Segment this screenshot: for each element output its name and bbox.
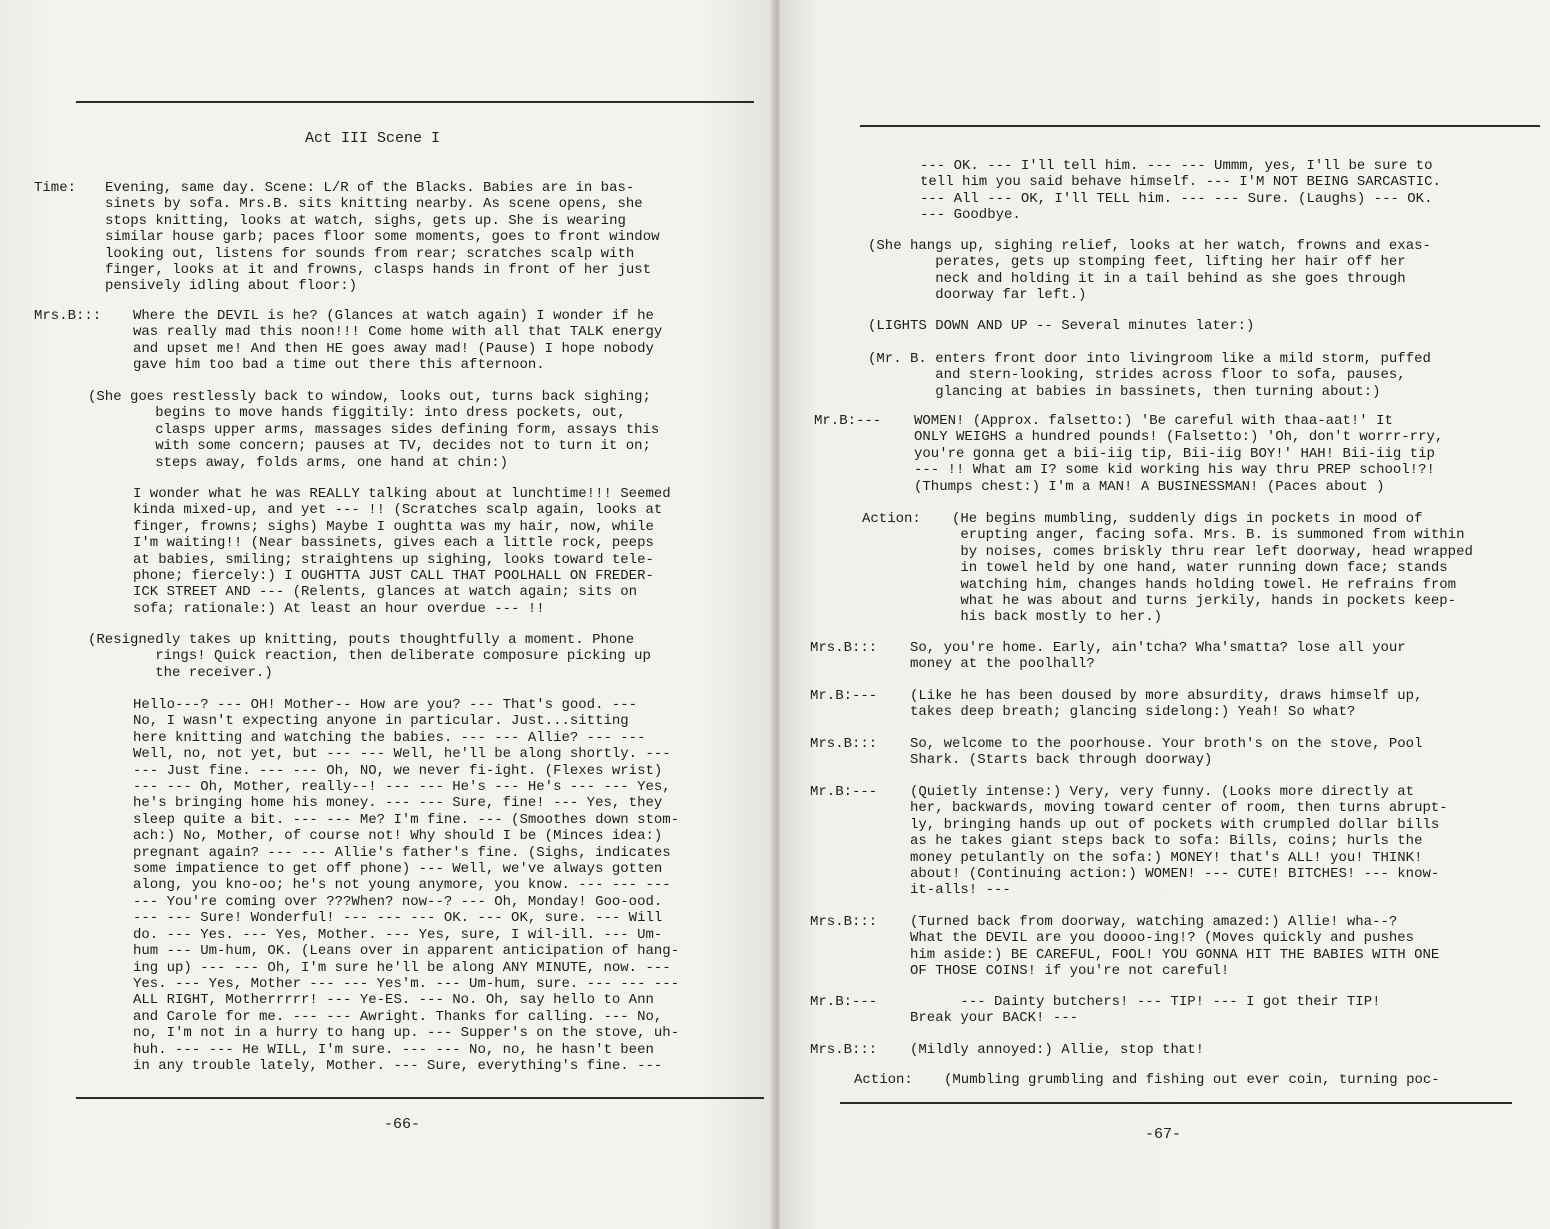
dialogue-text: Where the DEVIL is he? (Glances at watch again) I wonder if he was really mad this noon!!! Come home with all that TALK energy and upset me! And then HE goes away mad! (Pause) I hope nobody gave him too bad a time out there this afternoon.	[133, 308, 663, 374]
speaker-label: Mrs.B:::	[810, 640, 878, 656]
page-number: -67-	[1145, 1126, 1182, 1143]
top-rule	[860, 125, 1540, 127]
stage-direction: (She hangs up, sighing relief, looks at her watch, frowns and exas- perates, gets up stomping feet, lifting her hair off her neck and holding it in a tail behind as she goes through doorway far left.)	[868, 238, 1431, 304]
phone-dialogue: Hello---? --- OH! Mother-- How are you? --- That's good. --- No, I wasn't expecting anyone in particular. Just...sitting here knitting and watching the babies. --- --- Allie? --- --- Well, no, not yet, but --- --- Well, he'll be along shortly. --- --- Just fine. --- --- Oh, NO, we never fi-ight. (Flexes wrist) --- --- Oh, Mother, really--! --- --- He's --- He's --- --- Yes, he's bringing home his money. --- --- Sure, fine! --- Yes, they sleep quite a bit. --- --- Me? I'm fine. --- (Smoothes down stom- ach:) No, Mother, of course not! Why should I be (Minces idea:) pregnant again? --- --- Allie's father's fine. (Sighs, indicates some impatience to get off phone) --- Well, we've always gotten along, you kno-oo; he's not young anymore, you know. --- --- --- --- You're coming over ???When? now--? --- Oh, Monday! Goo-ood. --- --- Sure! Wonderful! --- --- --- OK. --- OK, sure. --- Will do. --- Yes. --- Yes, Mother. --- Yes, sure, I wil-ill. --- Um- hum --- Um-hum, OK. (Leans over in apparent anticipation of hang- ing up) --- --- Oh, I'm sure he'll be along ANY MINUTE, now. --- Yes. --- Yes, Mother --- --- Yes'm. --- Um-hum, sure. --- --- --- ALL RIGHT, Motherrrrr! --- Ye-ES. --- No. Oh, say hello to Ann and Carole for me. --- --- Awright. Thanks for calling. --- No, no, I'm not in a hurry to hang up. --- Supper's on the stove, uh- huh. --- --- He WILL, I'm sure. --- --- No, no, he hasn't been in any trouble lately, Mother. --- Sure, everything's fine. ---	[133, 697, 680, 1074]
phone-dialogue: --- OK. --- I'll tell him. --- --- Ummm, yes, I'll be sure to tell him you said behave himself. --- I'M NOT BEING SARCASTIC. --- All --- OK, I'll TELL him. --- --- Sure. (Laughs) --- OK. --- Goodbye.	[920, 158, 1441, 224]
dialogue-text: (Like he has been doused by more absurdity, draws himself up, takes deep breath; glancing sidelong:) Yeah! So what?	[910, 688, 1423, 721]
stage-direction: (Resignedly takes up knitting, pouts thoughtfully a moment. Phone rings! Quick reaction, then deliberate composure picking up the receiver.)	[88, 632, 651, 681]
action-text: (He begins mumbling, suddenly digs in pockets in mood of erupting anger, facing sofa. Mrs. B. is summoned from within by noises, comes briskly thru rear left doorway, head wrapped in towel held by one hand, water running down face; stands watching him, changes hands holding towel. He refrains from what he was about and turns jerkily, hands in pockets keep- his back mostly to her.)	[952, 511, 1473, 626]
right-page	[780, 0, 1550, 1229]
speaker-label: Mrs.B:::	[34, 308, 102, 324]
dialogue-text: --- Dainty butchers! --- TIP! --- I got their TIP! Break your BACK! ---	[910, 994, 1381, 1027]
speaker-label: Mrs.B:::	[810, 1042, 878, 1058]
dialogue-text: (Turned back from doorway, watching amazed:) Allie! wha--? What the DEVIL are you doooo-ing!? (Moves quickly and pushes him aside:) BE CAREFUL, FOOL! YOU GONNA HIT THE BABIES WITH ONE OF THOSE COINS! if you're not careful!	[910, 914, 1440, 980]
lights-cue: (LIGHTS DOWN AND UP -- Several minutes later:)	[868, 318, 1255, 334]
speaker-label: Mrs.B:::	[810, 736, 878, 752]
stage-direction: (Mr. B. enters front door into livingroom like a mild storm, puffed and stern-looking, strides across floor to sofa, pauses, glancing at babies in bassinets, then turning about:)	[868, 351, 1431, 400]
top-rule	[76, 101, 754, 103]
dialogue-text: (Mildly annoyed:) Allie, stop that!	[910, 1042, 1205, 1058]
action-text: (Mumbling grumbling and fishing out ever coin, turning poc-	[944, 1072, 1440, 1088]
page-number: -66-	[384, 1116, 421, 1133]
stage-direction: (She goes restlessly back to window, looks out, turns back sighing; begins to move hands figgitily: into dress pockets, out, clasps upper arms, massages sides defining form, assays this with some concern; pauses at TV, decides not to turn it on; steps away, folds arms, one hand at chin:)	[88, 389, 660, 471]
time-text: Evening, same day. Scene: L/R of the Blacks. Babies are in bas- sinets by sofa. Mrs.B. sits knitting nearby. As scene opens, she stops knitting, looks at watch, sighs, gets up. She is wearing similar house garb; paces floor some moments, goes to front window looking out, listens for sounds from rear; scratches scalp with finger, looks at it and frowns, clasps hands in front of her just pensively idling about floor:)	[105, 180, 660, 295]
speaker-label: Mr.B:---	[810, 784, 878, 800]
speaker-label: Mrs.B:::	[810, 914, 878, 930]
bottom-rule	[76, 1097, 764, 1099]
dialogue-text: I wonder what he was REALLY talking about at lunchtime!!! Seemed kinda mixed-up, and yet --- !! (Scratches scalp again, looks at finger, frowns; sighs) Maybe I oughtta was my hair, now, while I'm waiting!! (Near bassinets, gives each a little rock, peeps at babies, smiling; straightens up sighing, looks toward tele- phone; fiercely:) I OUGHTTA JUST CALL THAT POOLHALL ON FREDER- ICK STREET AND --- (Relents, glances at watch again; sits on sofa; rationale:) At least an hour overdue --- !!	[133, 486, 671, 617]
time-label: Time:	[34, 180, 77, 196]
action-label: Action:	[862, 511, 921, 527]
action-label: Action:	[854, 1072, 913, 1088]
bottom-rule	[840, 1102, 1512, 1104]
dialogue-text: (Quietly intense:) Very, very funny. (Looks more directly at her, backwards, moving toward center of room, then turns abrupt- ly, bringing hands up out of pockets with crumpled dollar bills as he takes giant steps back to sofa: Bills, coins; hurls the money petulantly on the sofa:) MONEY! that's ALL! you! THINK! about! (Continuing action:) WOMEN! --- CUTE! BITCHES! --- know- it-alls! ---	[910, 784, 1448, 899]
dialogue-text: WOMEN! (Approx. falsetto:) 'Be careful with thaa-aat!' It ONLY WEIGHS a hundred pounds! (Falsetto:) 'Oh, don't worrr-rry, you're gonna get a bii-iig tip, Bii-iig BOY!' HAH! Bii-iig tip --- !! What am I? some kid working his way thru PREP school!?! (Thumps chest:) I'm a MAN! A BUSINESSMAN! (Paces about )	[914, 413, 1444, 495]
scene-heading: Act III Scene I	[305, 130, 441, 147]
speaker-label: Mr.B:---	[814, 413, 882, 429]
speaker-label: Mr.B:---	[810, 688, 878, 704]
speaker-label: Mr.B:---	[810, 994, 878, 1010]
dialogue-text: So, welcome to the poorhouse. Your broth's on the stove, Pool Shark. (Starts back through doorway)	[910, 736, 1423, 769]
dialogue-text: So, you're home. Early, ain'tcha? Wha'smatta? lose all your money at the poolhall?	[910, 640, 1406, 673]
